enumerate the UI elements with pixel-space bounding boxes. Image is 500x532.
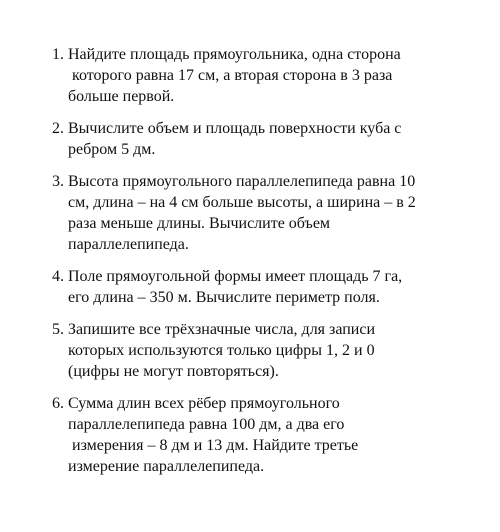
task-line: Сумма длин всех рёбер прямоугольного bbox=[68, 395, 340, 412]
task-line: Запишите все трёхзначные числа, для записи bbox=[68, 321, 376, 338]
task-line: раза меньше длины. Вычислите объем bbox=[68, 215, 331, 232]
task-line: параллелепипеда. bbox=[68, 236, 189, 253]
task-line: измерение параллелепипеда. bbox=[68, 458, 265, 475]
task-number: 6. bbox=[52, 395, 64, 412]
task-line: ребром 5 дм. bbox=[68, 141, 156, 158]
task-line: Вычислите объем и площадь поверхности куба с bbox=[68, 120, 402, 137]
task-line: (цифры не могут повторяться). bbox=[68, 363, 279, 380]
task-list bbox=[52, 44, 492, 488]
task-number: 4. bbox=[52, 268, 64, 285]
task-number: 2. bbox=[52, 120, 64, 137]
task-5 bbox=[52, 319, 492, 382]
task-line: Поле прямоугольной формы имеет площадь 7 га, bbox=[68, 268, 403, 285]
task-1 bbox=[52, 44, 492, 107]
task-4 bbox=[52, 266, 492, 308]
task-number: 1. bbox=[52, 46, 64, 63]
task-line: больше первой. bbox=[68, 88, 175, 105]
task-line: которых используются только цифры 1, 2 и 0 bbox=[68, 342, 375, 359]
task-6 bbox=[52, 393, 492, 477]
task-line: Найдите площадь прямоугольника, одна сторона bbox=[68, 46, 401, 63]
task-line: параллелепипеда равна 100 дм, а два его bbox=[68, 416, 345, 433]
task-number: 5. bbox=[52, 321, 64, 338]
task-line: которого равна 17 см, а вторая сторона в 3 раза bbox=[72, 67, 393, 84]
task-number: 3. bbox=[52, 173, 64, 190]
task-2 bbox=[52, 118, 492, 160]
task-line: измерения – 8 дм и 13 дм. Найдите третье bbox=[72, 437, 359, 454]
task-line: см, длина – на 4 см больше высоты, а ширина – в 2 bbox=[68, 194, 416, 211]
task-line: Высота прямоугольного параллелепипеда равна 10 bbox=[68, 173, 416, 190]
task-3 bbox=[52, 171, 492, 255]
task-line: его длина – 350 м. Вычислите периметр поля. bbox=[68, 289, 380, 306]
